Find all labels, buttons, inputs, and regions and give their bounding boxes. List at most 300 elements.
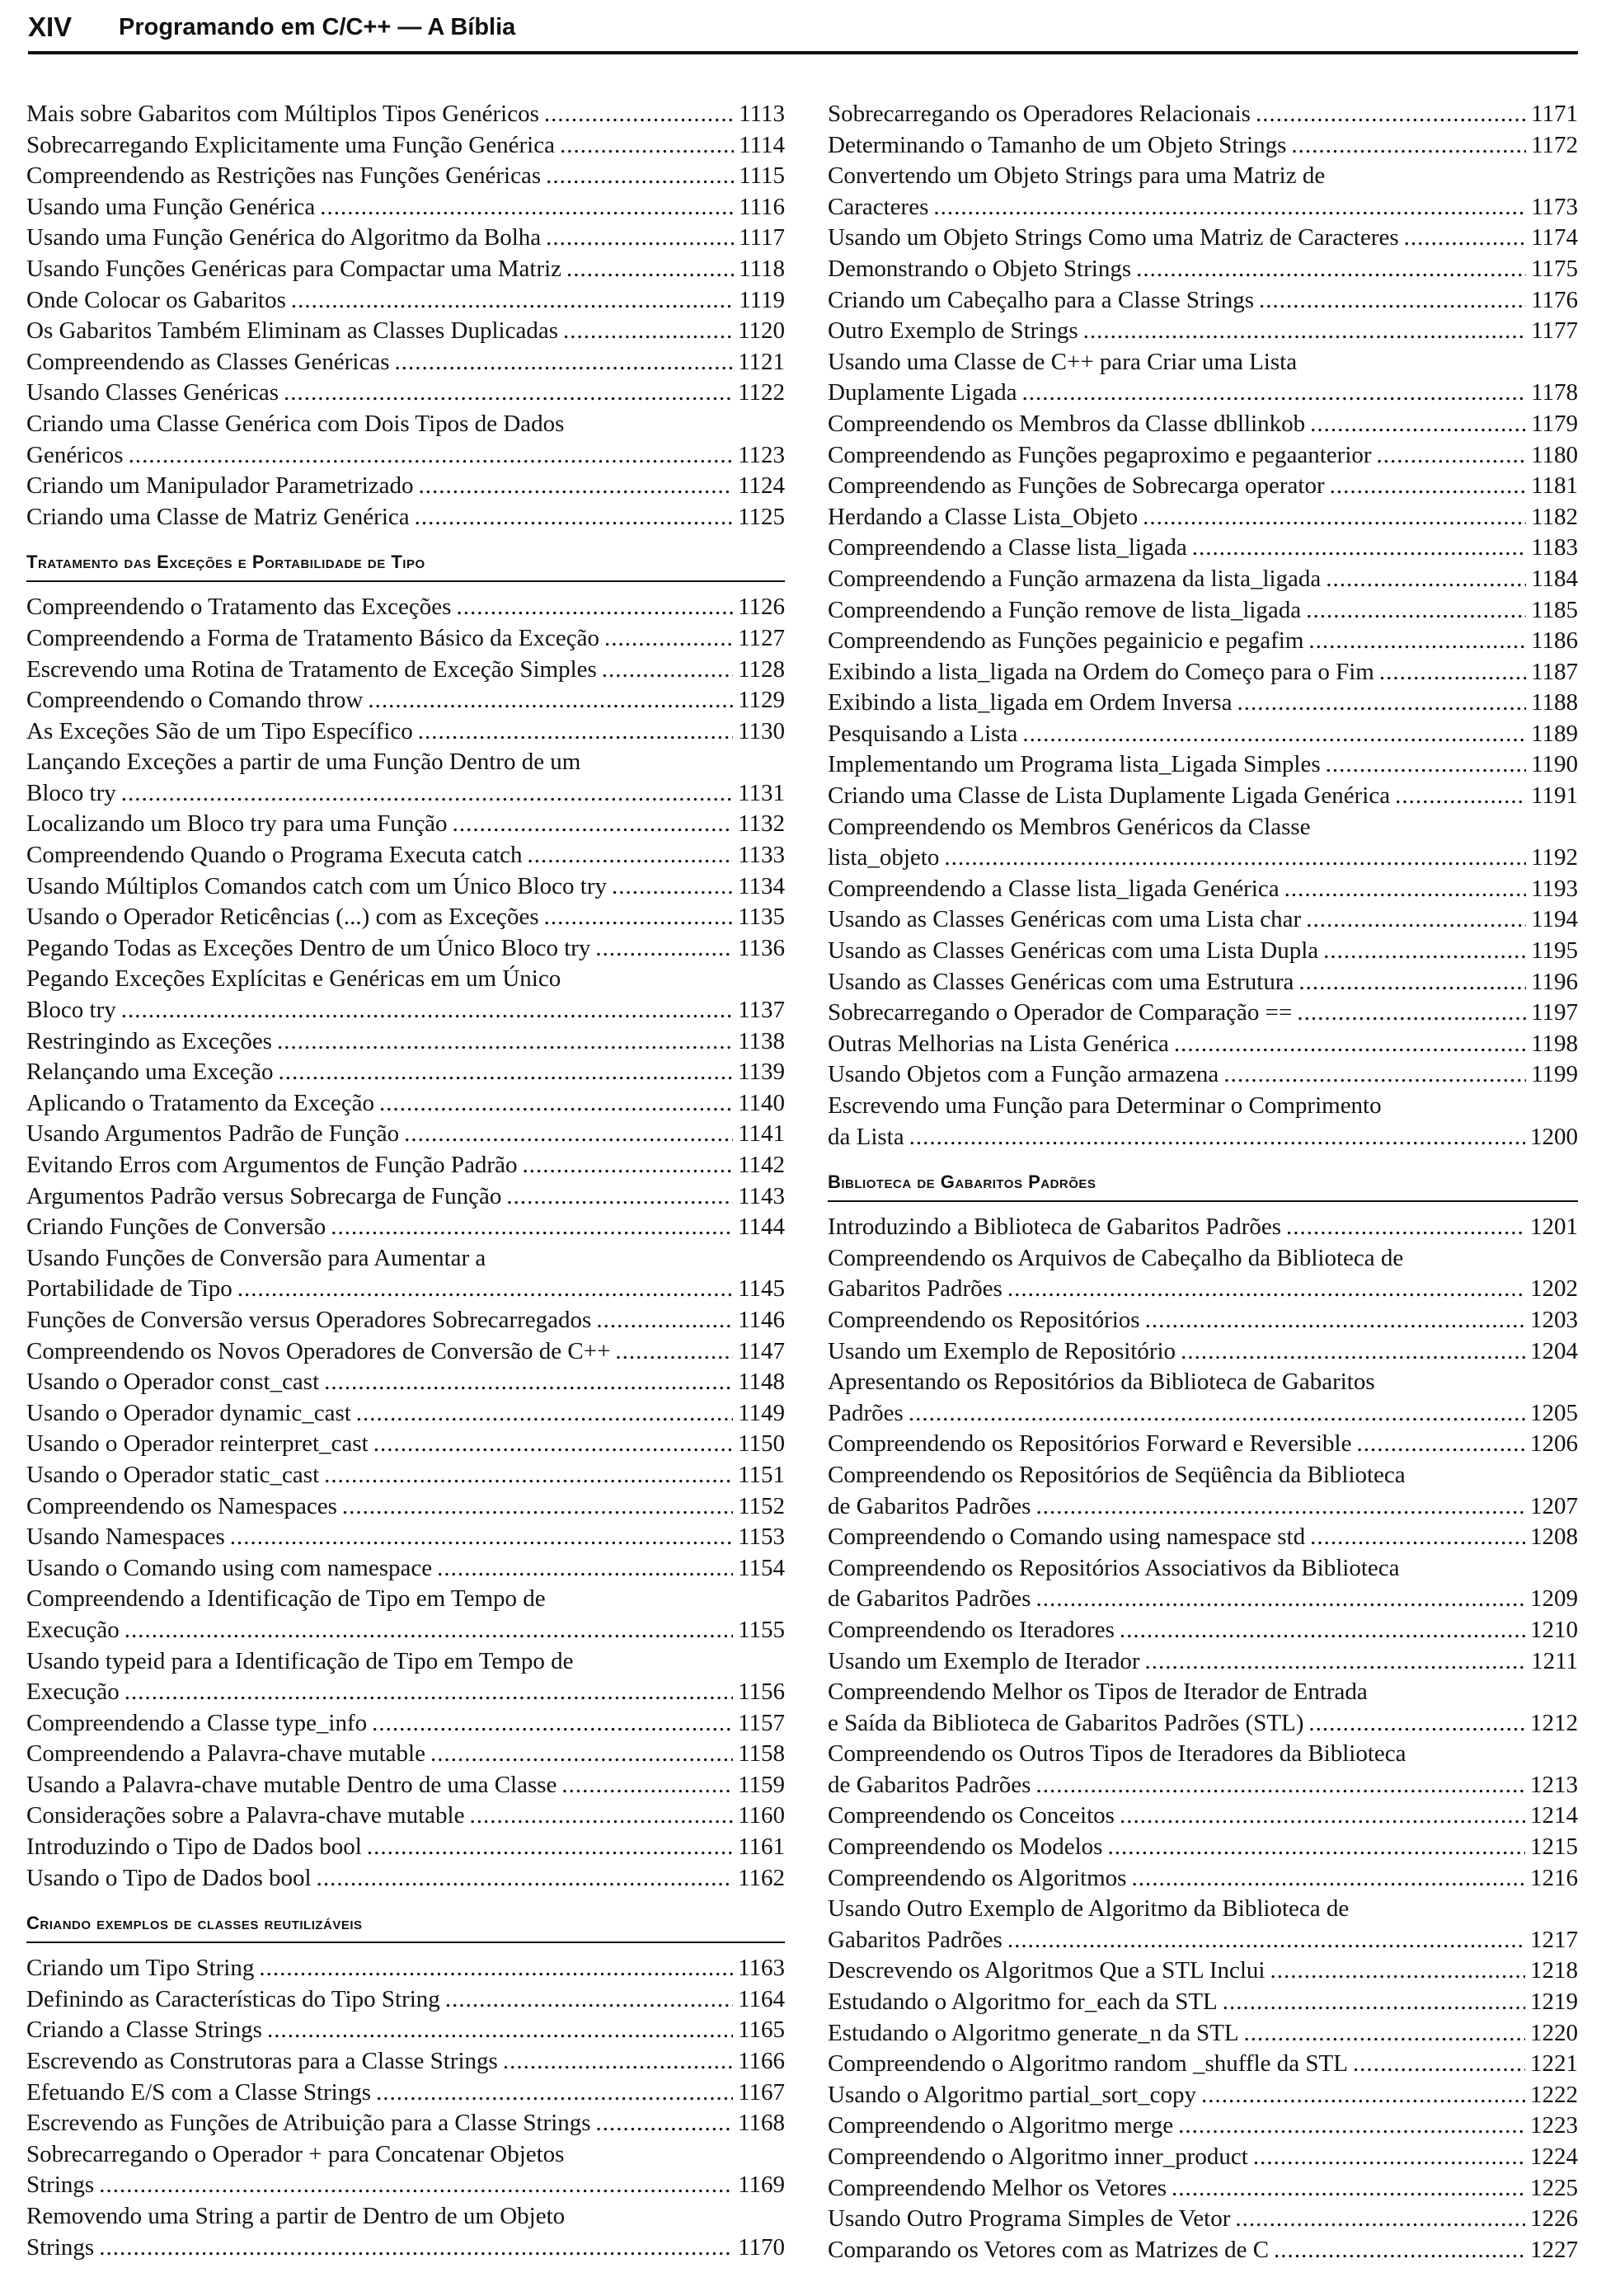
toc-entry-title: Usando um Objeto Strings Como uma Matriz de Caracteres (828, 224, 1399, 251)
toc-entry-title: Compreendendo o Comando throw (26, 687, 364, 714)
toc-entry (26, 655, 785, 686)
toc-entry-row (828, 1212, 1578, 1243)
toc-entry (828, 2018, 1578, 2049)
toc-entry-title: Implementando um Programa lista_Ligada Simples (828, 751, 1321, 778)
dot-leader (1223, 1059, 1526, 1091)
toc-page-number: 1143 (738, 1182, 785, 1209)
toc-page-number: 1168 (738, 2110, 785, 2137)
toc-entry-title: Usando um Exemplo de Repositório (828, 1337, 1176, 1364)
toc-page-number: 1224 (1530, 2143, 1578, 2170)
toc-entry-title: Evitando Erros com Argumentos de Função Padrão (26, 1152, 518, 1178)
dot-leader (1259, 285, 1526, 317)
toc-entry-title: Compreendendo a Função armazena da lista_ligada (828, 565, 1322, 592)
toc-entry-row (26, 1057, 785, 1088)
toc-page-number: 1215 (1530, 1834, 1578, 1861)
toc-entry-row (26, 471, 785, 502)
toc-entry (828, 1832, 1578, 1863)
toc-entry-title: Sobrecarregando o Operador de Comparação == (828, 999, 1293, 1026)
toc-entry (828, 688, 1578, 719)
toc-entry-title: Compreendendo o Algoritmo random _shuffle da STL (828, 2050, 1348, 2078)
toc-entry (828, 2173, 1578, 2204)
toc-entry-title: Usando uma Função Genérica do Algoritmo da Bolha (26, 224, 542, 251)
dot-leader (1353, 2049, 1525, 2080)
toc-entry-row (828, 998, 1578, 1029)
toc-entry-row (828, 285, 1578, 317)
dot-leader (933, 192, 1526, 223)
dot-leader (445, 1984, 733, 2016)
running-header (28, 10, 1578, 54)
toc-entry-title: Usando o Algoritmo partial_sort_copy (828, 2081, 1197, 2108)
toc-page-number: 1201 (1530, 1214, 1578, 1241)
toc-entry-row (828, 409, 1578, 440)
toc-entry-row (828, 1305, 1578, 1336)
toc-entry-title-line: Compreendendo os Arquivos de Cabeçalho da Biblioteca de (828, 1244, 1404, 1271)
toc-entry-row (828, 2142, 1578, 2173)
toc-entry (26, 2201, 785, 2263)
toc-entry-title: Compreendendo a Palavra-chave mutable (26, 1740, 425, 1768)
toc-page-number: 1219 (1530, 1988, 1578, 2016)
toc-entry-title: Usando o Tipo de Dados bool (26, 1864, 312, 1891)
dot-leader (1223, 1987, 1525, 2018)
toc-entry (26, 409, 785, 471)
toc-page-number: 1190 (1531, 751, 1578, 778)
toc-entry-title: Exibindo a lista_ligada na Ordem do Começo para o Fim (828, 658, 1374, 685)
toc-entry-row (26, 223, 785, 254)
toc-entry (26, 592, 785, 623)
dot-leader (121, 778, 733, 810)
toc-entry-row (828, 1429, 1578, 1460)
toc-entry-title: Criando a Classe Strings (26, 2017, 262, 2044)
toc-entry-row (828, 2235, 1578, 2266)
dot-leader (909, 1398, 1525, 1430)
toc-page-number: 1186 (1531, 627, 1578, 655)
toc-entry-row (828, 967, 1578, 998)
toc-entry-row (828, 657, 1578, 688)
toc-entry-title-line: Pegando Exceções Explícitas e Genéricas em um Único (26, 965, 561, 993)
toc-page-number: 1172 (1531, 131, 1578, 158)
toc-entry-title: Demonstrando o Objeto Strings (828, 255, 1132, 282)
dot-leader (419, 471, 734, 502)
toc-entry (828, 1615, 1578, 1646)
dot-leader (612, 871, 733, 903)
dot-leader (1235, 2204, 1525, 2235)
dot-leader (129, 440, 734, 472)
toc-page-number: 1161 (738, 1834, 785, 1861)
toc-entry (828, 1091, 1578, 1153)
toc-entry (828, 2049, 1578, 2080)
dot-leader (1286, 1212, 1525, 1243)
dot-leader (379, 1088, 733, 1120)
toc-entry (828, 2080, 1578, 2111)
toc-entry-title: Estudando o Algoritmo generate_n da STL (828, 2019, 1239, 2046)
dot-leader (1395, 781, 1526, 812)
dot-leader (546, 161, 734, 192)
toc-page-number: 1167 (738, 2078, 785, 2106)
toc-entry-title: Escrevendo uma Rotina de Tratamento de Exceção Simples (26, 655, 597, 683)
toc-entry-row (828, 1770, 1578, 1801)
toc-page-number: 1175 (1531, 255, 1578, 282)
toc-entry-row (26, 1863, 785, 1895)
toc-entry-title: Compreendendo os Modelos (828, 1834, 1103, 1861)
toc-page-number: 1193 (1531, 875, 1578, 902)
dot-leader (324, 1460, 733, 1491)
toc-entry-row (828, 1336, 1578, 1368)
toc-entry-row (26, 1832, 785, 1863)
toc-entry (828, 1029, 1578, 1060)
toc-entry-row (26, 840, 785, 871)
toc-entry-row (828, 1122, 1578, 1153)
toc-entry-title: Criando um Cabeçalho para a Classe Strings (828, 286, 1255, 313)
toc-entry (828, 285, 1578, 317)
dot-leader (522, 1150, 733, 1181)
toc-entry-title: Criando uma Classe de Lista Duplamente Ligada Genérica (828, 782, 1391, 810)
toc-entry-title: Compreendendo Melhor os Vetores (828, 2174, 1167, 2201)
toc-entry-title: Usando um Exemplo de Iterador (828, 1647, 1140, 1674)
dot-leader (560, 130, 734, 162)
toc-entry (26, 964, 785, 1026)
dot-leader (503, 2046, 733, 2078)
dot-leader (469, 1801, 733, 1832)
toc-entry (26, 1429, 785, 1460)
toc-entry (26, 809, 785, 840)
toc-entry-title: Exibindo a lista_ligada em Ordem Inversa (828, 689, 1233, 716)
toc-page-number: 1220 (1530, 2019, 1578, 2046)
toc-entry-title: Criando Funções de Conversão (26, 1214, 326, 1241)
toc-entry-row (26, 1984, 785, 2016)
toc-entry-title: Sobrecarregando os Operadores Relacionais (828, 101, 1251, 127)
toc-entry (828, 1429, 1578, 1460)
toc-entry (26, 316, 785, 347)
toc-entry-row (828, 564, 1578, 595)
toc-page-number: 1197 (1531, 999, 1578, 1026)
toc-entry (26, 502, 785, 533)
dot-leader (372, 1708, 733, 1740)
toc-entry (828, 130, 1578, 162)
toc-entry-row (26, 1429, 785, 1460)
toc-entry-row (828, 440, 1578, 472)
toc-entry-title: Usando Múltiplos Comandos catch com um Único Bloco try (26, 872, 607, 899)
toc-entry (828, 967, 1578, 998)
toc-page-number: 1199 (1531, 1061, 1578, 1088)
toc-entry-title: Criando um Manipulador Parametrizado (26, 472, 414, 500)
dot-leader (1143, 502, 1526, 533)
toc-entry (828, 1553, 1578, 1615)
toc-entry (26, 192, 785, 223)
toc-entry (828, 719, 1578, 750)
toc-entry-title: Relançando uma Exceção (26, 1059, 274, 1086)
toc-entry-title: Usando Objetos com a Função armazena (828, 1061, 1219, 1088)
toc-page-number: 1214 (1530, 1802, 1578, 1829)
toc-entry-row (828, 1708, 1578, 1740)
toc-entry-title-line: Compreendendo Melhor os Tipos de Iterador de Entrada (828, 1679, 1368, 1706)
toc-entry-title: Duplamente Ligada (828, 379, 1017, 406)
dot-leader (1284, 874, 1526, 905)
toc-entry-row (828, 1925, 1578, 1956)
dot-leader (124, 1615, 733, 1646)
toc-entry-title: Localizando um Bloco try para uma Função (26, 810, 448, 838)
dot-leader (376, 2078, 733, 2109)
dot-leader (1291, 130, 1526, 162)
toc-entry-row (828, 99, 1578, 130)
toc-entry-row (26, 592, 785, 623)
dot-leader (595, 933, 733, 965)
toc-page-number: 1131 (738, 779, 785, 806)
toc-entry-row (26, 1677, 785, 1708)
toc-entry (828, 1059, 1578, 1091)
toc-page-number: 1206 (1530, 1430, 1578, 1458)
toc-entry-row (828, 843, 1578, 874)
toc-entry-title: Aplicando o Tratamento da Exceção (26, 1089, 374, 1116)
toc-entry-row (26, 1770, 785, 1801)
toc-entry-title-line: Usando Funções de Conversão para Aumentar a (26, 1244, 486, 1271)
toc-entry-title: Usando o Comando using com namespace (26, 1554, 433, 1581)
dot-leader (1181, 1336, 1525, 1368)
toc-entry-title: Compreendendo os Repositórios (828, 1306, 1140, 1333)
toc-page-number: 1154 (738, 1554, 785, 1581)
toc-page-number: 1198 (1531, 1030, 1578, 1057)
toc-page-number: 1124 (738, 472, 785, 500)
dot-leader (1256, 99, 1526, 130)
toc-entry-title: Usando as Classes Genéricas com uma Lista char (828, 906, 1302, 933)
dot-leader (1022, 378, 1527, 409)
toc-entry-title: Compreendendo a Função remove de lista_ligada (828, 596, 1302, 623)
dot-leader (1298, 967, 1526, 998)
toc-entry (828, 1367, 1578, 1429)
toc-page-number: 1188 (1531, 689, 1578, 716)
toc-entry-row (26, 161, 785, 192)
toc-entry-row (26, 933, 785, 965)
toc-entry (26, 716, 785, 748)
dot-leader (373, 1429, 733, 1460)
page-number: XIV (28, 12, 73, 42)
toc-entry-title: Compreendendo os Namespaces (26, 1492, 337, 1519)
dot-leader (546, 223, 734, 254)
toc-page-number: 1209 (1530, 1585, 1578, 1613)
dot-leader (615, 1336, 733, 1368)
toc-page-number: 1179 (1531, 410, 1578, 437)
dot-leader (1253, 2142, 1525, 2173)
toc-page-number: 1134 (738, 872, 785, 899)
toc-entry-row (26, 1305, 785, 1336)
dot-leader (1201, 2080, 1525, 2111)
dot-leader (279, 1057, 734, 1088)
dot-leader (596, 1305, 733, 1336)
toc-entry-title: Bloco try (26, 779, 116, 806)
toc-page-number: 1135 (738, 904, 785, 931)
toc-entry (828, 223, 1578, 254)
toc-entry-title: Strings (26, 2172, 95, 2199)
dot-leader (1326, 749, 1526, 781)
toc-entry-title: Compreendendo os Membros da Classe dbllinkob (828, 410, 1306, 437)
toc-entry-title: Usando Namespaces (26, 1524, 225, 1551)
toc-entry-title: Compreendendo os Conceitos (828, 1802, 1115, 1829)
dot-leader (1145, 1646, 1527, 1678)
toc-entry (26, 1984, 785, 2016)
toc-page-number: 1177 (1531, 317, 1578, 345)
toc-entry-title-line: Usando Outro Exemplo de Algoritmo da Biblioteca de (828, 1895, 1350, 1923)
dot-leader (1174, 1029, 1526, 1060)
toc-entry (828, 936, 1578, 967)
toc-page-number: 1208 (1530, 1524, 1578, 1551)
toc-entry-title: Descrevendo os Algoritmos Que a STL Inclui (828, 1957, 1266, 1984)
toc-entry (26, 871, 785, 903)
dot-leader (1270, 1956, 1525, 1987)
toc-entry-title: Compreendendo as Funções pegaproximo e pegaanterior (828, 441, 1372, 468)
toc-entry (26, 285, 785, 317)
toc-entry (828, 904, 1578, 936)
dot-leader (259, 1953, 733, 1984)
toc-entry-title: Usando Argumentos Padrão de Função (26, 1120, 400, 1148)
toc-entry (828, 564, 1578, 595)
dot-leader (909, 1122, 1525, 1153)
toc-page-number: 1141 (738, 1120, 785, 1148)
toc-entry-title: Introduzindo o Tipo de Dados bool (26, 1834, 362, 1861)
toc-entry (828, 2204, 1578, 2235)
toc-entry-title: Compreendendo os Repositórios Forward e Reversible (828, 1430, 1352, 1458)
toc-entry-title: Escrevendo as Construtoras para a Classe Strings (26, 2048, 498, 2075)
toc-entry-title: Execução (26, 1616, 120, 1643)
dot-leader (415, 502, 733, 533)
toc-entry-row (26, 1953, 785, 1984)
toc-page-number: 1192 (1531, 844, 1578, 871)
dot-leader (230, 1522, 733, 1553)
toc-entry (828, 99, 1578, 130)
toc-page-number: 1119 (739, 286, 785, 313)
toc-entry (26, 1491, 785, 1523)
dot-leader (418, 716, 733, 748)
toc-entry (26, 1181, 785, 1213)
toc-entry-row (26, 192, 785, 223)
toc-entry-title: Compreendendo as Funções pegainicio e pegafim (828, 627, 1304, 655)
toc-page-number: 1170 (738, 2233, 785, 2261)
toc-page-number: 1221 (1530, 2050, 1578, 2078)
toc-page-number: 1142 (738, 1152, 785, 1178)
toc-page-number: 1127 (738, 624, 785, 651)
toc-page-number: 1218 (1530, 1957, 1578, 1984)
toc-entry (828, 347, 1578, 409)
toc-page-number: 1183 (1531, 534, 1578, 561)
dot-leader (1377, 440, 1527, 472)
toc-entry-row (828, 2111, 1578, 2142)
dot-leader (544, 902, 733, 933)
toc-page-number: 1150 (738, 1430, 785, 1458)
toc-entry-title: Introduzindo a Biblioteca de Gabaritos Padrões (828, 1214, 1282, 1241)
toc-entry-title: Definindo as Características do Tipo String (26, 1985, 440, 2012)
toc-entry-title: Usando Outro Programa Simples de Vetor (828, 2205, 1231, 2233)
dot-leader (506, 1181, 733, 1213)
toc-entry (828, 1801, 1578, 1832)
toc-entry-row (828, 904, 1578, 936)
toc-entry-title: Usando Funções Genéricas para Compactar uma Matriz (26, 255, 562, 282)
toc-page-number: 1144 (738, 1214, 785, 1241)
dot-leader (1007, 1925, 1525, 1956)
toc-entry-row (828, 688, 1578, 719)
toc-entry-row (26, 1119, 785, 1150)
toc-entry (828, 1646, 1578, 1678)
toc-entry-row (26, 440, 785, 472)
toc-entry-title: Considerações sobre a Palavra-chave mutable (26, 1802, 465, 1829)
toc-entry-row (828, 1863, 1578, 1895)
toc-entry (828, 1243, 1578, 1305)
toc-entry-row (828, 1522, 1578, 1553)
toc-page-number: 1212 (1530, 1709, 1578, 1736)
toc-entry-title: Compreendendo o Algoritmo merge (828, 2112, 1174, 2139)
toc-page-number: 1117 (739, 224, 785, 251)
dot-leader (453, 809, 734, 840)
toc-entry-title: Compreendendo os Algoritmos (828, 1864, 1127, 1891)
toc-entry-title: Funções de Conversão versus Operadores Sobrecarregados (26, 1306, 592, 1333)
dot-leader (528, 840, 734, 871)
dot-leader (1323, 936, 1526, 967)
toc-entry-title-line: Lançando Exceções a partir de uma Função Dentro de um (26, 749, 581, 776)
toc-entry (26, 1553, 785, 1585)
toc-entry-row (26, 1553, 785, 1585)
toc-entry-row (828, 1987, 1578, 2018)
toc-page-number: 1181 (1531, 472, 1578, 500)
dot-leader (1131, 1863, 1525, 1895)
toc-entry-row (828, 254, 1578, 285)
toc-page-number: 1115 (739, 162, 785, 190)
toc-entry-row (26, 2078, 785, 2109)
toc-entry-row (26, 378, 785, 409)
toc-entry-title: de Gabaritos Padrões (828, 1492, 1031, 1519)
dot-leader (342, 1491, 733, 1523)
toc-page-number: 1171 (1531, 101, 1578, 127)
toc-entry-row (26, 1615, 785, 1646)
toc-page-number: 1136 (738, 934, 785, 961)
toc-entry (26, 1367, 785, 1398)
toc-entry-title-line: Convertendo um Objeto Strings para uma Matriz de (828, 162, 1326, 190)
toc-entry-title: Usando o Operador const_cast (26, 1369, 320, 1396)
toc-page-number: 1185 (1531, 596, 1578, 623)
toc-page-number: 1200 (1530, 1123, 1578, 1150)
toc-entry-title-line: Apresentando os Repositórios da Biblioteca de Gabaritos (828, 1369, 1375, 1396)
toc-entry-title: Determinando o Tamanho de um Objeto Strings (828, 131, 1287, 158)
toc-entry (828, 1863, 1578, 1895)
dot-leader (1330, 471, 1526, 502)
dot-leader (604, 623, 733, 655)
dot-leader (1136, 254, 1526, 285)
toc-entry-row (828, 936, 1578, 967)
toc-entry-title: Efetuando E/S com a Classe Strings (26, 2078, 372, 2106)
toc-entry-title: Gabaritos Padrões (828, 1926, 1003, 1953)
toc-entry-row (26, 254, 785, 285)
toc-entry (26, 1739, 785, 1770)
dot-leader (267, 2015, 733, 2046)
toc-page-number: 1162 (738, 1864, 785, 1891)
toc-entry-title: lista_objeto (828, 844, 940, 871)
toc-entry-row (26, 623, 785, 655)
toc-entry-title: Usando as Classes Genéricas com uma Estrutura (828, 968, 1294, 995)
toc-entry-row (26, 1274, 785, 1305)
dot-leader (1308, 626, 1526, 657)
toc-entry-row (26, 1460, 785, 1491)
toc-entry (26, 1305, 785, 1336)
toc-entry (828, 1522, 1578, 1553)
toc-entry (26, 1150, 785, 1181)
toc-entry (828, 626, 1578, 657)
dot-leader (1326, 564, 1526, 595)
toc-entry (26, 2015, 785, 2046)
dot-leader (1007, 1274, 1525, 1305)
toc-entry (26, 1863, 785, 1895)
toc-page-number: 1126 (738, 594, 785, 621)
toc-page-number: 1187 (1531, 658, 1578, 685)
toc-entry-title-line: Criando uma Classe Genérica com Dois Tipos de Dados (26, 410, 565, 437)
toc-entry-title: Compreendendo o Algoritmo inner_product (828, 2143, 1248, 2170)
dot-leader (1145, 1305, 1525, 1336)
toc-page-number: 1155 (738, 1616, 785, 1643)
